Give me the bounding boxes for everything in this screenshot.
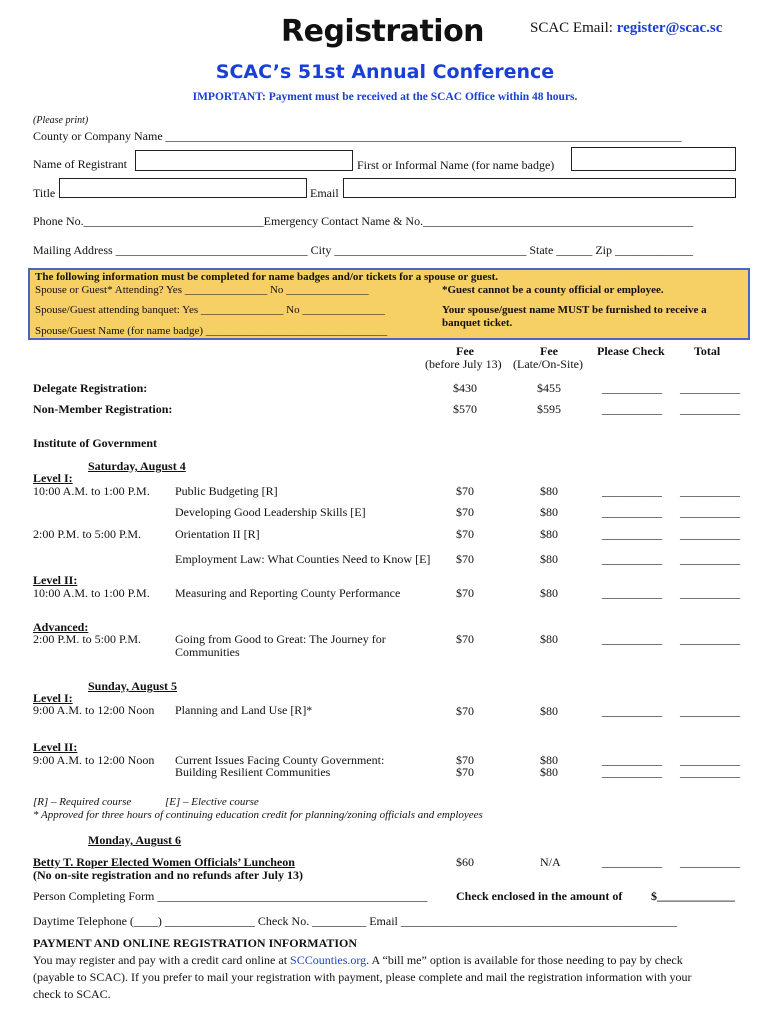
badge-name-input[interactable] xyxy=(571,147,736,171)
payment-paragraph-line1 xyxy=(33,953,683,968)
county-field[interactable]: County or Company Name ______________________________________________________________________________________ xyxy=(33,129,682,143)
nonmember-check[interactable]: __________ xyxy=(602,402,662,416)
nonmember-fee1: $570 xyxy=(453,402,477,416)
total-header: Total xyxy=(694,344,721,358)
course-total[interactable]: __________ xyxy=(680,632,740,646)
check-enclosed-label: Check enclosed in the amount of xyxy=(456,889,623,903)
course-fee1: $70 xyxy=(456,484,474,498)
title-label: Title xyxy=(33,186,56,200)
luncheon-label: Betty T. Roper Elected Women Officials’ Luncheon xyxy=(33,855,295,869)
course-fee2: $80 xyxy=(540,753,558,767)
course-check[interactable]: __________ xyxy=(602,704,662,718)
time-slot: 10:00 A.M. to 1:00 P.M. xyxy=(33,484,150,498)
daytime-phone-field[interactable]: Daytime Telephone (____) _______________ Check No. _________ Email ______________________________________________ xyxy=(33,914,677,928)
course-fee2: $80 xyxy=(540,484,558,498)
luncheon-note: (No on-site registration and no refunds after July 13) xyxy=(33,868,303,882)
email-field-label: Email xyxy=(310,186,339,200)
course-fee1: $70 xyxy=(456,586,474,600)
course-name: Measuring and Reporting County Performance xyxy=(175,586,401,600)
course-fee1: $70 xyxy=(456,505,474,519)
level1-label: Level I: xyxy=(33,471,73,485)
luncheon-fee2: N/A xyxy=(540,855,561,869)
course-total[interactable]: __________ xyxy=(680,586,740,600)
course-fee1: $70 xyxy=(456,765,474,779)
course-name: Public Budgeting [R] xyxy=(175,484,278,498)
luncheon-total[interactable]: __________ xyxy=(680,855,740,869)
payment-paragraph-line3: check to SCAC. xyxy=(33,987,111,1001)
course-name: Going from Good to Great: The Journey for xyxy=(175,632,386,646)
guest-banquet-field[interactable]: Spouse/Guest attending banquet: Yes _______________ No _______________ xyxy=(35,304,385,316)
time-slot: 2:00 P.M. to 5:00 P.M. xyxy=(33,632,142,646)
course-fee2: $80 xyxy=(540,552,558,566)
payment-paragraph-line2: (payable to SCAC). If you prefer to mail your registration with payment, please complete and mail the registration information with your xyxy=(33,970,692,984)
mailing-address-field[interactable]: Mailing Address ________________________________ City ________________________________ State ______ Zip _____________ xyxy=(33,243,693,257)
course-fee1: $70 xyxy=(456,632,474,646)
course-name-line2: Building Resilient Communities xyxy=(175,765,331,779)
course-name-line2: Communities xyxy=(175,645,240,659)
level2-label: Level II: xyxy=(33,573,78,587)
page-title: Registration xyxy=(281,14,485,49)
scac-email xyxy=(530,20,722,37)
course-check[interactable]: __________ xyxy=(602,753,662,767)
guest-note-1: *Guest cannot be a county official or employee. xyxy=(442,284,664,296)
course-total[interactable]: __________ xyxy=(680,505,740,519)
time-slot: 9:00 A.M. to 12:00 Noon xyxy=(33,703,155,717)
course-fee2: $80 xyxy=(540,632,558,646)
course-fee2: $80 xyxy=(540,704,558,718)
luncheon-fee1: $60 xyxy=(456,855,474,869)
sccounties-link[interactable]: SCCounties.org xyxy=(290,953,367,967)
guest-attending-field[interactable]: Spouse or Guest* Attending? Yes _______________ No _______________ xyxy=(35,284,369,296)
delegate-label: Delegate Registration: xyxy=(33,381,148,395)
advanced-label: Advanced: xyxy=(33,620,89,634)
email-link[interactable]: register@scac.sc xyxy=(616,20,723,36)
check-header: Please Check xyxy=(597,344,665,358)
title-input[interactable] xyxy=(59,178,307,198)
nonmember-label: Non-Member Registration: xyxy=(33,402,173,416)
delegate-check[interactable]: __________ xyxy=(602,381,662,395)
monday-heading: Monday, August 6 xyxy=(88,833,182,847)
course-check[interactable]: __________ xyxy=(602,505,662,519)
course-name: Current Issues Facing County Government: xyxy=(175,753,385,767)
course-check[interactable]: __________ xyxy=(602,765,662,779)
course-fee1: $70 xyxy=(456,704,474,718)
check-amount-field[interactable]: $_____________ xyxy=(651,889,735,903)
email-input[interactable] xyxy=(343,178,736,198)
course-total[interactable]: __________ xyxy=(680,765,740,779)
time-slot: 10:00 A.M. to 1:00 P.M. xyxy=(33,586,150,600)
phone-field[interactable]: Phone No.______________________________Emergency Contact Name & No._____________________________________________ xyxy=(33,214,694,228)
course-total[interactable]: __________ xyxy=(680,552,740,566)
saturday-heading: Saturday, August 4 xyxy=(88,459,186,473)
course-fee2: $80 xyxy=(540,505,558,519)
guest-note-2a: Your spouse/guest name MUST be furnished to receive a xyxy=(442,304,707,316)
time-slot: 2:00 P.M. to 5:00 P.M. xyxy=(33,527,142,541)
course-fee2: $80 xyxy=(540,527,558,541)
payment-heading: PAYMENT AND ONLINE REGISTRATION INFORMATION xyxy=(33,936,358,950)
delegate-total[interactable]: __________ xyxy=(680,381,740,395)
email-label: SCAC Email: xyxy=(530,20,613,36)
luncheon-check[interactable]: __________ xyxy=(602,855,662,869)
time-slot: 9:00 A.M. to 12:00 Noon xyxy=(33,753,155,767)
legend-approved: * Approved for three hours of continuing education credit for planning/zoning officials and employees xyxy=(33,809,483,821)
iog-heading: Institute of Government xyxy=(33,436,157,450)
course-name: Employment Law: What Counties Need to Know [E] xyxy=(175,552,431,566)
first-name-label: First or Informal Name (for name badge) xyxy=(357,158,555,172)
nonmember-fee2: $595 xyxy=(537,402,561,416)
course-check[interactable]: __________ xyxy=(602,552,662,566)
course-check[interactable]: __________ xyxy=(602,484,662,498)
legend-required: [R] – Required course xyxy=(33,796,132,808)
course-fee1: $70 xyxy=(456,527,474,541)
legend-elective: [E] – Elective course xyxy=(165,796,259,808)
course-total[interactable]: __________ xyxy=(680,527,740,541)
payment-text-2: . A “bill me” option is available for those needing to pay by check xyxy=(366,953,683,967)
sunday-heading: Sunday, August 5 xyxy=(88,679,178,693)
course-check[interactable]: __________ xyxy=(602,527,662,541)
sun-level1-label: Level I: xyxy=(33,691,73,705)
course-fee1: $70 xyxy=(456,753,474,767)
fee1-header: Fee xyxy=(456,344,474,358)
nonmember-total[interactable]: __________ xyxy=(680,402,740,416)
please-print: (Please print) xyxy=(33,115,89,126)
person-completing-field[interactable]: Person Completing Form _____________________________________________ xyxy=(33,889,428,903)
course-fee2: $80 xyxy=(540,586,558,600)
important-notice: IMPORTANT: Payment must be received at the SCAC Office within 48 hours. xyxy=(192,91,578,103)
delegate-fee2: $455 xyxy=(537,381,561,395)
course-total[interactable]: __________ xyxy=(680,753,740,767)
course-fee1: $70 xyxy=(456,552,474,566)
course-name: Planning and Land Use [R]* xyxy=(175,703,313,717)
payment-text-1: You may register and pay with a credit card online at xyxy=(33,953,288,967)
course-total[interactable]: __________ xyxy=(680,704,740,718)
course-name: Orientation II [R] xyxy=(175,527,260,541)
registrant-name-input[interactable] xyxy=(135,150,353,171)
delegate-fee1: $430 xyxy=(453,381,477,395)
guest-name-field[interactable]: Spouse/Guest Name (for name badge) _________________________________ xyxy=(35,325,388,337)
course-name: Developing Good Leadership Skills [E] xyxy=(175,505,366,519)
conference-title: SCAC’s 51st Annual Conference xyxy=(215,61,555,83)
registrant-label: Name of Registrant xyxy=(33,157,127,171)
fee2-subheader: (Late/On-Site) xyxy=(513,357,583,371)
course-check[interactable]: __________ xyxy=(602,632,662,646)
guest-intro: The following information must be completed for name badges and/or tickets for a spouse or guest. xyxy=(35,271,499,283)
fee2-header: Fee xyxy=(540,344,558,358)
guest-note-2b: banquet ticket. xyxy=(442,317,513,329)
course-fee2: $80 xyxy=(540,765,558,779)
course-total[interactable]: __________ xyxy=(680,484,740,498)
fee1-subheader: (before July 13) xyxy=(425,357,502,371)
sun-level2-label: Level II: xyxy=(33,740,78,754)
course-check[interactable]: __________ xyxy=(602,586,662,600)
